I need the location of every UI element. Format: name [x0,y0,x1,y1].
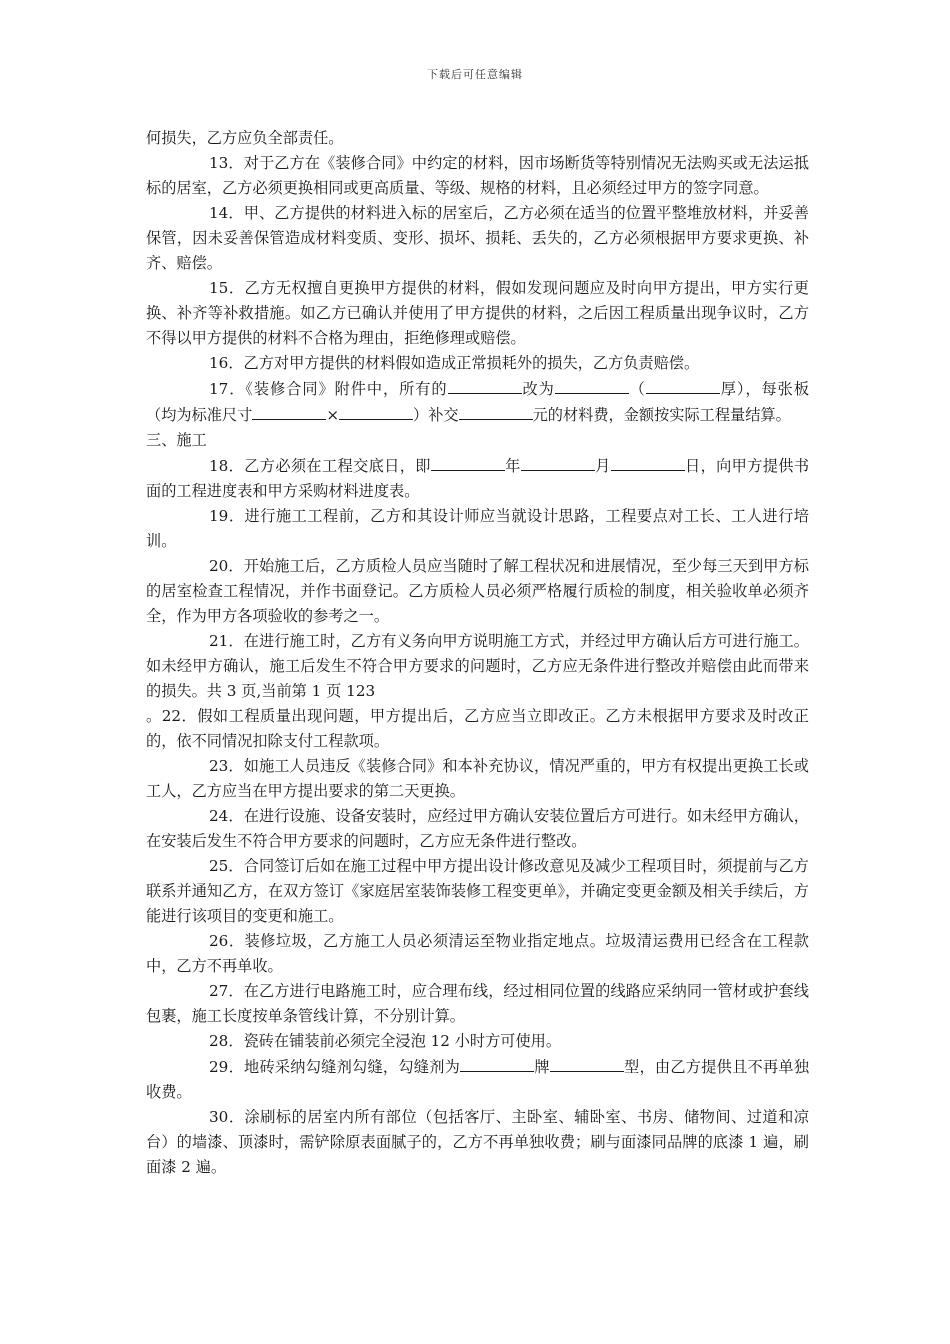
clause-20: 20．开始施工后，乙方质检人员应当随时了解工程状况和进展情况，至少每三天到甲方标的居室检查工程情况，并作书面登记。乙方质检人员必须严格履行质检的制度，相关验收单必须齐全，作为甲方各项验收的参考之一。 [146,557,809,625]
clause-29-part: 29．地砖采纳勾缝剂勾缝，勾缝剂为 [209,1058,461,1076]
clause-17-part: × [326,406,340,424]
clause-17-part: （ [628,380,646,398]
fill-blank [550,1054,624,1072]
clause-13: 13．对于乙方在《装修合同》中约定的材料，因市场断货等特别情况无法购买或无法运抵标的居室，乙方必须更换相同或更高质量、等级、规格的材料，且必须经过甲方的签字同意。 [146,154,809,197]
page-header: 下载后可任意编辑 [427,68,523,81]
clause-14: 14．甲、乙方提供的材料进入标的居室后，乙方必须在适当的位置平整堆放材料，并妥善保管，因未妥善保管造成材料变质、变形、损坏、损耗、丢失的，乙方必须根据甲方要求更换、补齐、赔偿。 [146,204,809,272]
paragraph-continuation: 何损失，乙方应负全部责任。 [146,129,344,147]
fill-blank [448,376,522,394]
fill-blank [646,376,720,394]
clause-23: 23．如施工人员违反《装修合同》和本补充协议，情况严重的，甲方有权提出更换工长或工人，乙方应当在甲方提出要求的第二天更换。 [146,757,809,800]
fill-blank [431,453,505,471]
fill-blank [611,453,685,471]
clause-22: 。22．假如工程质量出现问题，甲方提出后，乙方应当立即改正。乙方未根据甲方要求及时改正的，依不同情况扣除支付工程款项。 [146,707,809,750]
clause-17-part: 厚），每张板（均为标准尺寸 [146,380,810,424]
section-heading: 三、施工 [146,431,207,449]
fill-blank [460,1054,534,1072]
clause-16: 16．乙方对甲方提供的材料假如造成正常损耗外的损失，乙方负责赔偿。 [209,354,700,372]
clause-17-part: 17．《装修合同》附件中，所有的 [209,380,448,398]
clause-18-part: 月 [594,457,611,475]
clause-29-part: 型，由乙方提供且不再单独收费。 [146,1058,810,1101]
fill-blank [339,402,413,420]
clause-21: 21．在进行施工时，乙方有义务向甲方说明施工方式，并经过甲方确认后方可进行施工。如未经甲方确认，施工后发生不符合甲方要求的问题时，乙方应无条件进行整改并赔偿由此而带来的损失。共 3 页,当前第 1 页 123 [146,632,809,700]
clause-17-part: 元的材料费，金额按实际工程量结算。 [532,406,791,424]
clause-29 [146,1054,809,1105]
clause-28: 28．瓷砖在铺装前必须完全浸泡 12 小时方可使用。 [209,1032,562,1050]
document-body [146,126,809,1180]
fill-blank [252,402,326,420]
clause-15: 15．乙方无权擅自更换甲方提供的材料，假如发现问题应及时向甲方提出，甲方实行更换、补齐等补救措施。如乙方已确认并使用了甲方提供的材料，之后因工程质量出现争议时，乙方不得以甲方提供的材料不合格为理由，拒绝修理或赔偿。 [146,279,809,347]
clause-18-part: 年 [504,457,521,475]
clause-17 [146,376,809,428]
clause-27: 27．在乙方进行电路施工时，应合理布线，经过相同位置的线路应采纳同一管材或护套线包裹，施工长度按单条管线计算，不分别计算。 [146,982,809,1025]
clause-24: 24．在进行设施、设备安装时，应经过甲方确认安装位置后方可进行。如未经甲方确认，在安装后发生不符合甲方要求的问题时，乙方应无条件进行整改。 [146,807,809,850]
clause-30: 30．涂刷标的居室内所有部位（包括客厅、主卧室、辅卧室、书房、储物间、过道和凉台）的墙漆、顶漆时，需铲除原表面腻子的，乙方不再单独收费；刷与面漆同品牌的底漆 1 遍，刷面漆 2 遍。 [146,1108,809,1176]
clause-18-part: 18．乙方必须在工程交底日，即 [209,457,431,475]
clause-25: 25．合同签订后如在施工过程中甲方提出设计修改意见及减少工程项目时，须提前与乙方联系并通知乙方，在双方签订《家庭居室装饰装修工程变更单》，并确定变更金额及相关手续后，方能进行该项目的变更和施工。 [146,857,809,925]
clause-17-part: ）补交 [413,406,459,424]
fill-blank [459,402,533,420]
clause-18 [146,453,809,504]
clause-26: 26．装修垃圾，乙方施工人员必须清运至物业指定地点。垃圾清运费用已经含在工程款中，乙方不再单收。 [146,932,809,975]
clause-17-part: 改为 [521,380,555,398]
clause-19: 19．进行施工工程前，乙方和其设计师应当就设计思路，工程要点对工长、工人进行培训。 [146,507,809,550]
clause-29-part: 牌 [534,1058,550,1076]
clause-18-part: 日，向甲方提供书面的工程进度表和甲方采购材料进度表。 [146,457,810,500]
fill-blank [521,453,595,471]
fill-blank [555,376,629,394]
